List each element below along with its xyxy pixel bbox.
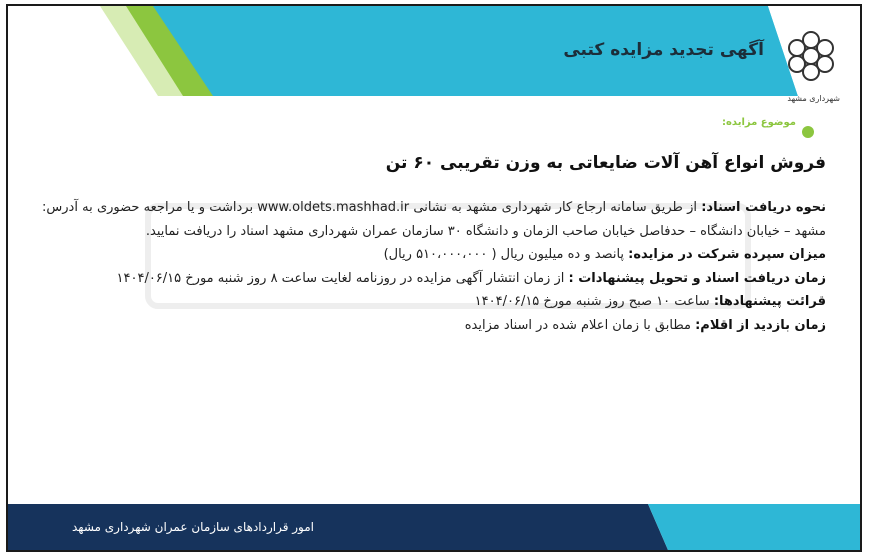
logo-text: شهرداری مشهد	[787, 94, 840, 103]
bullet-dot	[802, 126, 814, 138]
deposit-paragraph	[42, 243, 826, 267]
documents-text-2: برداشت و یا مراجعه حضوری به آدرس: مشهد – خیابان دانشگاه – حدفاصل خیابان صاحب الزمان و دانشگاه ۳۰ سازمان عمران شهرداری مشهد اسناد را دریافت نمایید.	[42, 200, 826, 239]
visit-text: مطابق با زمان اعلام شده در اسناد مزایده	[464, 317, 696, 333]
opening-label: قرائت پیشنهادها:	[713, 294, 826, 309]
documents-label: نحوه دریافت اسناد:	[701, 200, 827, 215]
deposit-text: پانصد و ده میلیون ریال ( ۵۱۰،۰۰۰،۰۰۰ ریال)	[383, 247, 629, 262]
documents-paragraph	[42, 196, 826, 243]
visit-label: زمان بازدید از اقلام:	[695, 317, 826, 333]
documents-text: از طریق سامانه ارجاع کار شهرداری مشهد به نشانی	[409, 200, 702, 215]
advertisement-body	[42, 196, 826, 337]
header-title: آگهی تجدید مزایده کتبی	[563, 40, 764, 60]
deposit-label: میزان سپرده شرکت در مزایده:	[628, 247, 826, 262]
auction-subject-title: فروش انواع آهن آلات ضایعاتی به وزن تقریبی ۶۰ تن	[385, 153, 826, 173]
submission-label: زمان دریافت اسناد و تحویل پیشنهادات :	[568, 270, 826, 286]
opening-paragraph	[42, 290, 826, 314]
submission-text: از زمان انتشار آگهی مزایده در روزنامه لغایت ساعت ۸ روز شنبه مورخ ۱۴۰۴/۰۶/۱۵	[116, 270, 569, 286]
visit-paragraph	[42, 314, 826, 338]
advertisement-frame	[6, 4, 862, 552]
documents-url: www.oldets.mashhad.ir	[257, 200, 410, 215]
subject-label: موضوع مزایده:	[722, 117, 796, 128]
submission-paragraph	[42, 267, 826, 291]
footer-text: امور قراردادهای سازمان عمران شهرداری مشهد	[72, 520, 315, 534]
opening-text: ساعت ۱۰ صبح روز شنبه مورخ ۱۴۰۴/۰۶/۱۵	[474, 294, 714, 309]
